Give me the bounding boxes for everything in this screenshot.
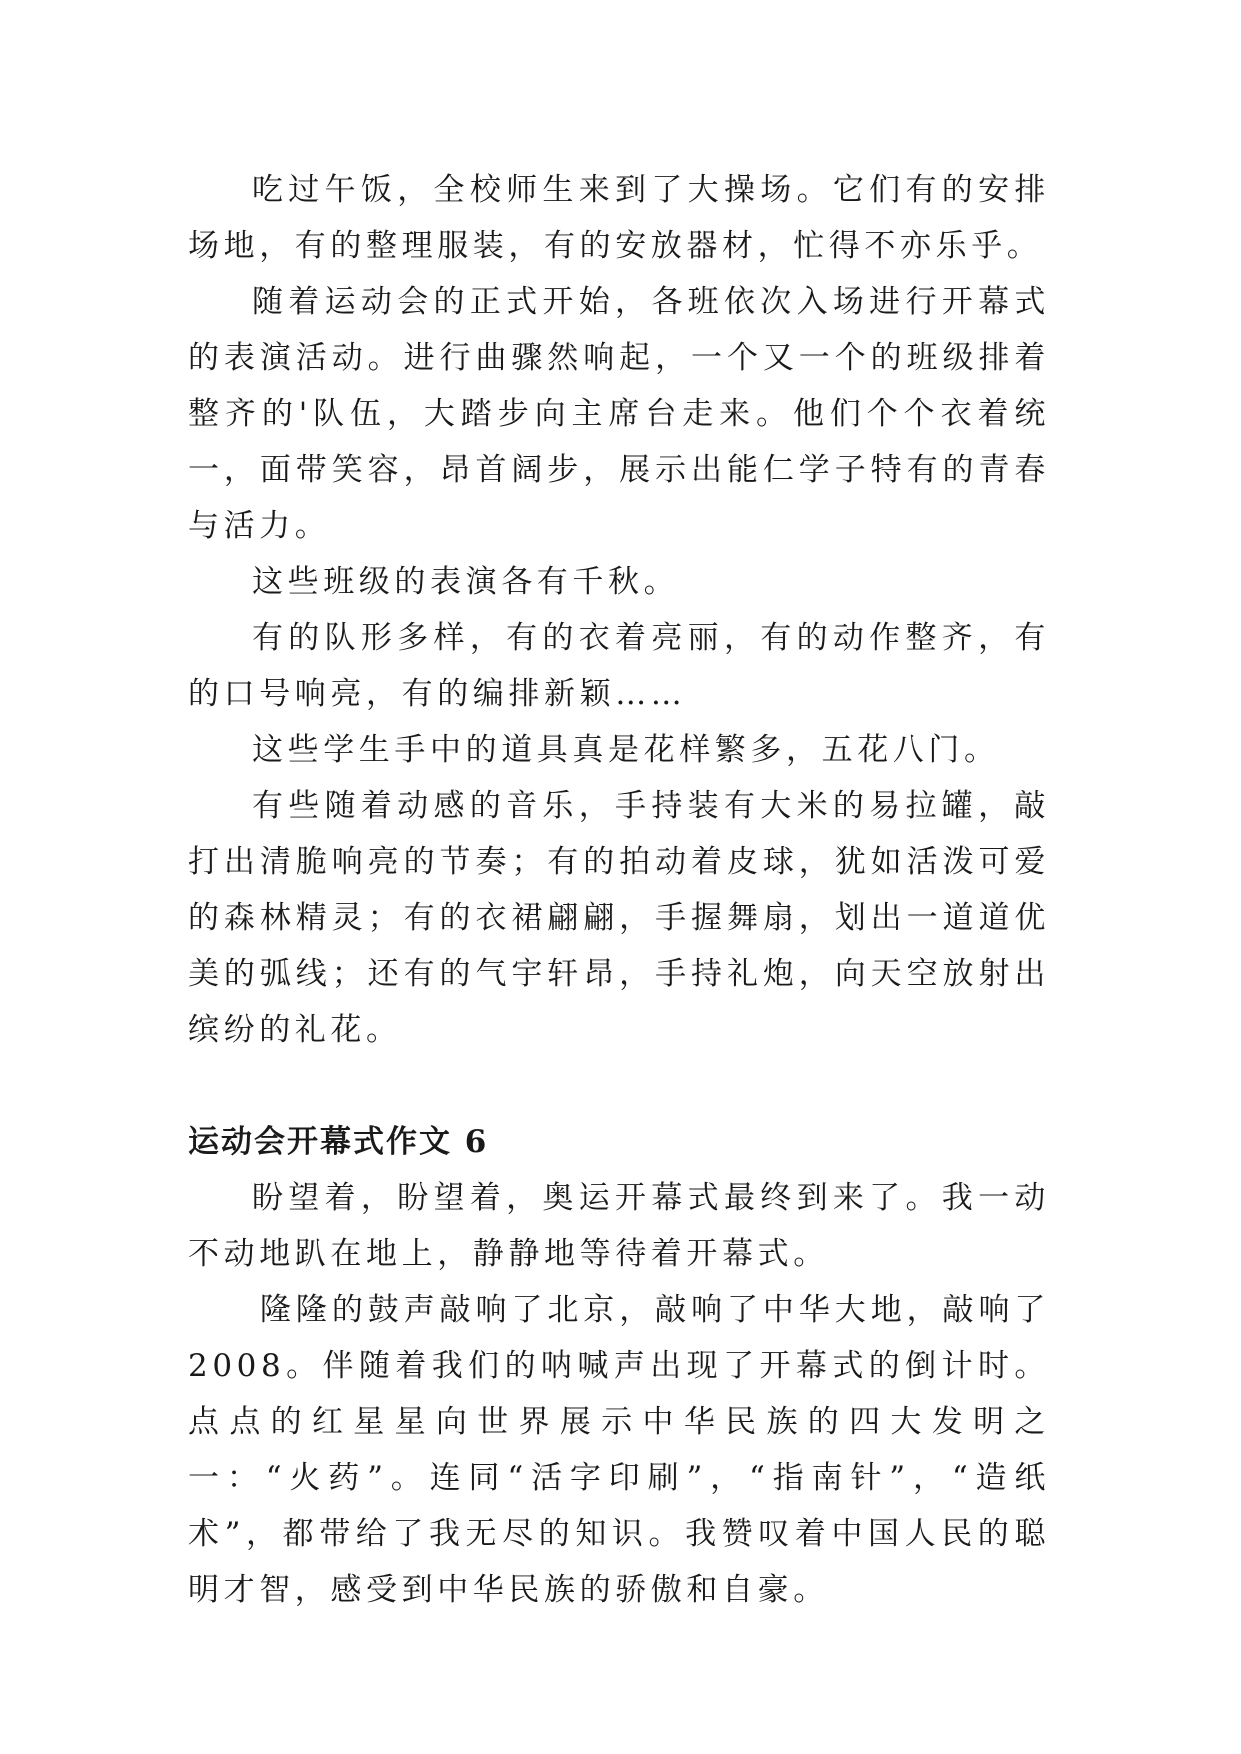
paragraph-formations: 有的队形多样，有的衣着亮丽，有的动作整齐，有的口号响亮，有的编排新颖…… bbox=[188, 620, 1050, 712]
essay-section-one bbox=[188, 162, 1050, 1058]
paragraph-drums-2008: 隆隆的鼓声敲响了北京，敲响了中华大地，敲响了2008。伴随着我们的呐喊声出现了开幕式的倒计时。点点的红星星向世界展示中华民族的四大发明之一：“火药”。连同“活字印刷”，“指南针”，“造纸术”，都带给了我无尽的知识。我赞叹着中国人民的聪明才智，感受到中华民族的骄傲和自豪。 bbox=[188, 1292, 1050, 1608]
essay-section-two bbox=[188, 1114, 1050, 1618]
paragraph-lunch: 吃过午饭，全校师生来到了大操场。它们有的安排场地，有的整理服装，有的安放器材，忙得不亦乐乎。 bbox=[188, 172, 1050, 264]
section-spacer bbox=[188, 1058, 1050, 1114]
document-page bbox=[188, 162, 1050, 1618]
essay-title: 运动会开幕式作文 6 bbox=[188, 1124, 489, 1160]
paragraph-props: 这些学生手中的道具真是花样繁多，五花八门。 bbox=[252, 732, 1000, 768]
paragraph-performances-varied: 这些班级的表演各有千秋。 bbox=[252, 564, 680, 600]
paragraph-opening-parade: 随着运动会的正式开始，各班依次入场进行开幕式的表演活动。进行曲骤然响起，一个又一个的班级排着整齐的'队伍，大踏步向主席台走来。他们个个衣着统一，面带笑容，昂首阔步，展示出能仁学子特有的青春与活力。 bbox=[188, 284, 1050, 544]
paragraph-props-detail: 有些随着动感的音乐，手持装有大米的易拉罐，敲打出清脆响亮的节奏；有的拍动着皮球，犹如活泼可爱的森林精灵；有的衣裙翩翩，手握舞扇，划出一道道优美的弧线；还有的气宇轩昂，手持礼炮，向天空放射出缤纷的礼花。 bbox=[188, 788, 1050, 1048]
paragraph-anticipation: 盼望着，盼望着，奥运开幕式最终到来了。我一动不动地趴在地上，静静地等待着开幕式。 bbox=[188, 1180, 1050, 1272]
